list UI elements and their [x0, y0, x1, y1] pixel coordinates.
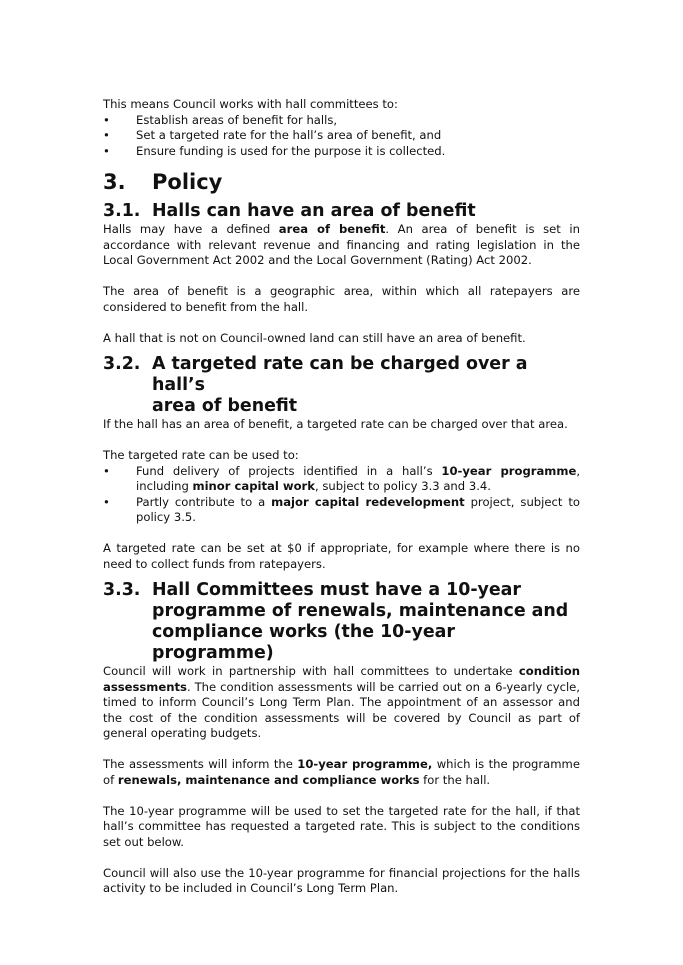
intro-text: This means Council works with hall committees to: — [103, 97, 398, 111]
section-number: 3. — [103, 170, 126, 194]
heading-number: 3.2. — [103, 354, 141, 374]
heading-title: Hall Committees must have a 10-year programme of renewals, maintenance and compliance works (the 10-year programme) — [152, 580, 569, 663]
s32-paragraph-2: The targeted rate can be used to: — [103, 448, 299, 462]
list-item: • Set a targeted rate for the hall’s area of benefit, and — [103, 128, 442, 142]
heading-3-2 — [103, 354, 580, 417]
s33-paragraph-4: Council will also use the 10-year programme for financial projections for the halls activity to be included in Council’s Long Term Plan. — [103, 865, 580, 895]
section-title: Policy — [152, 170, 223, 194]
s31-paragraph-3: A hall that is not on Council-owned land can still have an area of benefit. — [103, 330, 526, 345]
heading-3-3 — [103, 580, 580, 664]
bullet-icon: • — [103, 128, 110, 142]
heading-number: 3.1. — [103, 201, 141, 221]
heading-title: A targeted rate can be charged over a hall’s area of benefit — [152, 354, 528, 416]
section-heading-policy — [103, 169, 580, 195]
s32-paragraph-3: A targeted rate can be set at $0 if appropriate, for example where there is no need to collect funds from ratepayers. — [103, 541, 580, 571]
s31-paragraph-2: The area of benefit is a geographic area, within which all ratepayers are considered to benefit from the hall. — [103, 284, 580, 314]
bullet-icon: • — [103, 143, 110, 158]
s31-paragraph-1: Halls may have a defined area of benefit. An area of benefit is set in accordance with relevant revenue and financing and rating legislation in the Local Government Act 2002 and the Local Government (Rating) Act 2002. — [103, 222, 580, 267]
heading-3-1 — [103, 201, 580, 222]
s33-paragraph-3: The 10-year programme will be used to set the targeted rate for the hall, if that hall’s committee has requested a targeted rate. This is subject to the conditions set out below. — [103, 803, 580, 849]
heading-title: Halls can have an area of benefit — [152, 201, 476, 221]
document-page — [103, 97, 580, 897]
list-item: • Establish areas of benefit for halls, — [103, 112, 338, 127]
bullet-icon: • — [103, 494, 110, 509]
bullet-icon: • — [103, 463, 110, 478]
list-item: • Fund delivery of projects identified in a hall’s 10-year programme, including minor capital work, subject to policy 3.3 and 3.4. — [103, 463, 580, 493]
s32-paragraph-1: If the hall has an area of benefit, a targeted rate can be charged over that area. — [103, 417, 568, 431]
intro-bullet-list — [103, 113, 580, 160]
s33-paragraph-2: The assessments will inform the 10-year programme, which is the programme of renewals, maintenance and compliance works for the hall. — [103, 757, 580, 787]
s32-bullet-list — [103, 464, 580, 526]
list-item: • Ensure funding is used for the purpose it is collected. — [103, 143, 446, 158]
list-item: • Partly contribute to a major capital redevelopment project, subject to policy 3.5. — [103, 494, 580, 524]
bullet-icon: • — [103, 112, 110, 127]
heading-number: 3.3. — [103, 580, 141, 600]
s33-paragraph-1: Council will work in partnership with hall committees to undertake condition assessments. The condition assessments will be carried out on a 6-yearly cycle, timed to inform Council’s Long Term Plan. The appointment of an assessor and the cost of the condition assessments will be covered by Council as part of general operating budgets. — [103, 664, 580, 740]
